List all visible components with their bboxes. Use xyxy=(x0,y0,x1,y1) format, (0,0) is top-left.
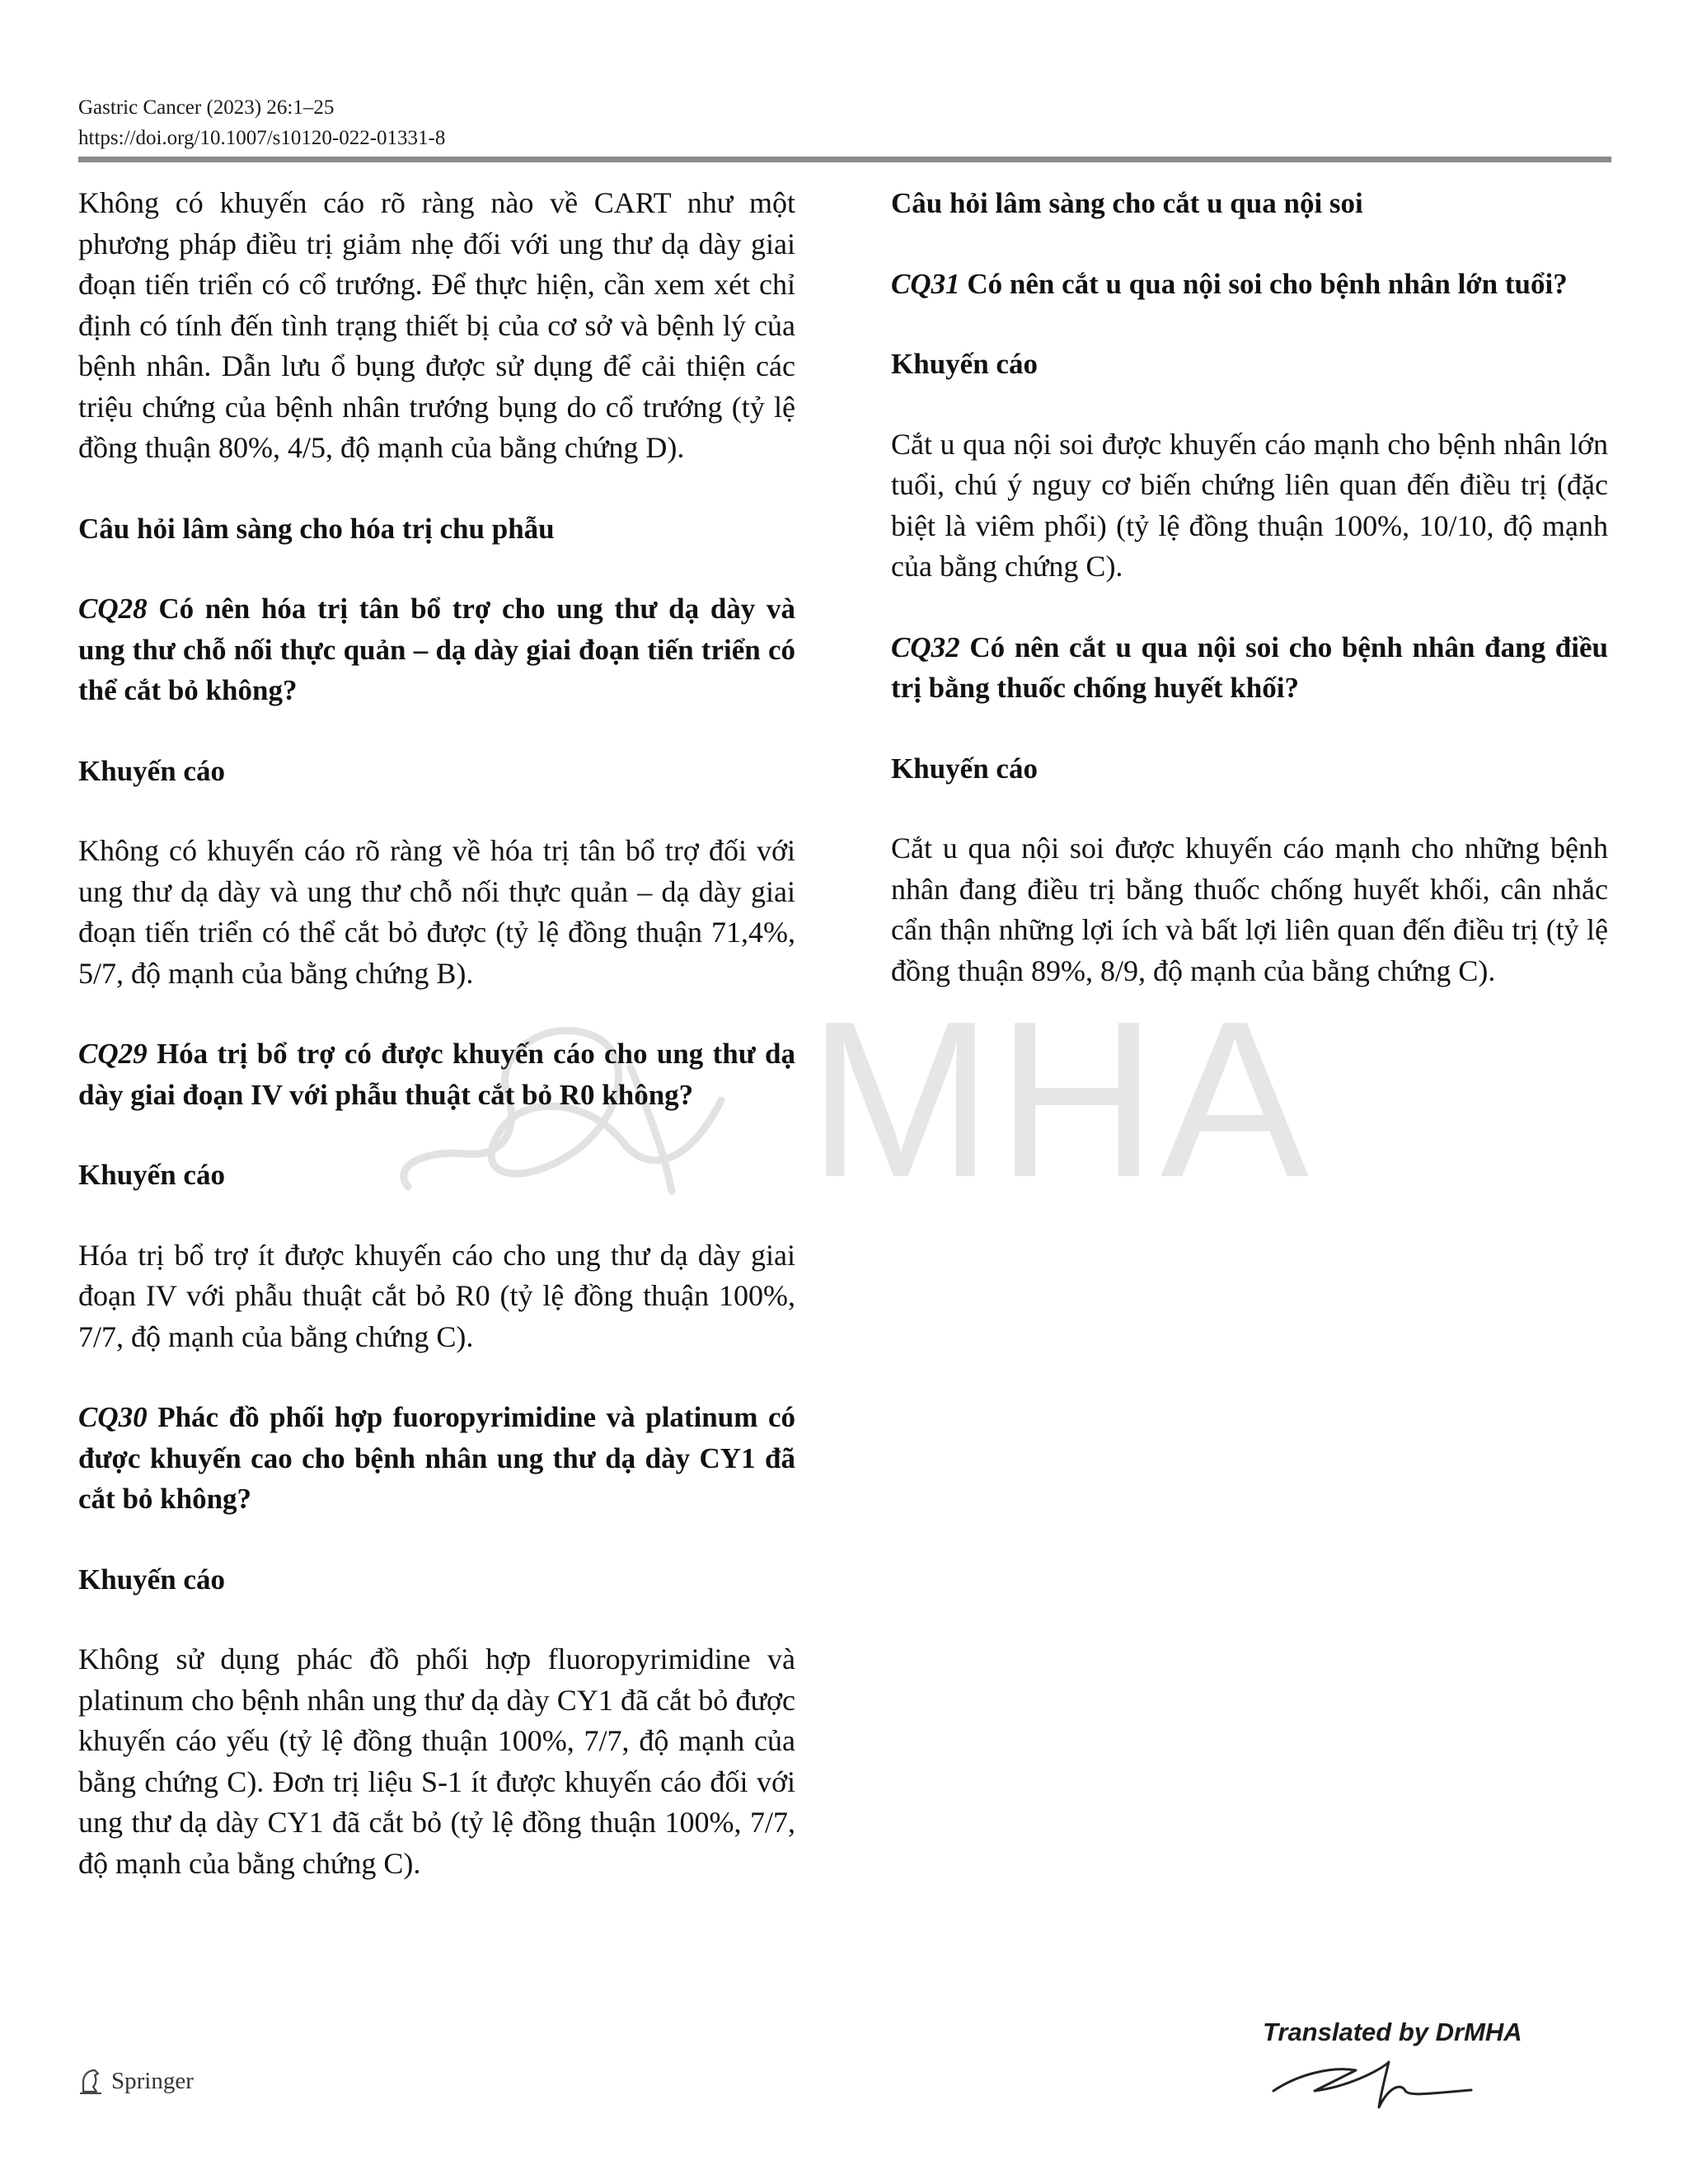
springer-horse-icon xyxy=(78,2067,103,2095)
cq31-recommendation: Cắt u qua nội soi được khuyến cáo mạnh cho bệnh nhân lớn tuổi, chú ý nguy cơ biến chứng liên quan đến điều trị (đặc biệt là viêm phổi) (tỷ lệ đồng thuận 100%, 10/10, độ mạnh của bằng chứng C). xyxy=(891,427,1608,583)
cq32-question-text: Có nên cắt u qua nội soi cho bệnh nhân đang điều trị bằng thuốc chống huyết khối? xyxy=(891,630,1608,704)
cq28-label: CQ28 xyxy=(78,593,148,625)
cq28-recommendation: Không có khuyến cáo rõ ràng về hóa trị tân bổ trợ đối với ung thư dạ dày và ung thư chỗ nối thực quản – dạ dày giai đoạn tiến triển có thể cắt bỏ được (tỷ lệ đồng thuận 71,4%, 5/7, độ mạnh của bằng chứng B). xyxy=(78,834,795,990)
right-column xyxy=(891,183,1608,1031)
doi-link[interactable]: https://doi.org/10.1007/s10120-022-01331-8 xyxy=(78,127,446,149)
left-column xyxy=(78,183,795,1924)
cq31-label: CQ31 xyxy=(891,267,960,300)
cq32-recommendation-heading: Khuyến cáo xyxy=(891,752,1038,785)
cq32-recommendation: Cắt u qua nội soi được khuyến cáo mạnh cho những bệnh nhân đang điều trị bằng thuốc chống huyết khối, cân nhắc cẩn thận những lợi ích và bất lợi liên quan đến điều trị (tỷ lệ đồng thuận 89%, 8/9, độ mạnh của bằng chứng C). xyxy=(891,832,1608,987)
watermark-text: MHA xyxy=(808,976,1312,1224)
cq29-question-text: Hóa trị bổ trợ có được khuyến cáo cho ung thư dạ dày giai đoạn IV với phẫu thuật cắt bỏ R0 không? xyxy=(78,1038,795,1111)
cq28-question xyxy=(78,588,795,711)
header-divider xyxy=(78,157,1611,162)
journal-citation: Gastric Cancer (2023) 26:1–25 xyxy=(78,96,335,119)
cq29-question xyxy=(78,1033,795,1115)
cq32-label: CQ32 xyxy=(891,630,960,663)
cq31-question-text: Có nên cắt u qua nội soi cho bệnh nhân lớn tuổi? xyxy=(959,267,1568,300)
translator-signature xyxy=(1265,2054,1479,2111)
cq32-question xyxy=(891,627,1608,709)
cq30-question xyxy=(78,1397,795,1520)
cq30-recommendation-heading: Khuyến cáo xyxy=(78,1563,225,1596)
cq30-recommendation: Không sử dụng phác đồ phối hợp fluoropyrimidine và platinum cho bệnh nhân ung thư dạ dày CY1 đã cắt bỏ được khuyến cáo yếu (tỷ lệ đồng thuận 100%, 7/7, độ mạnh của bằng chứng C). Đơn trị liệu S-1 ít được khuyến cáo đối với ung thư dạ dày CY1 đã cắt bỏ (tỷ lệ đồng thuận 100%, 7/7, độ mạnh của bằng chứng C). xyxy=(78,1643,795,1880)
section-heading-perioperative-chemo: Câu hỏi lâm sàng cho hóa trị chu phẫu xyxy=(78,512,555,545)
cq31-question xyxy=(891,264,1608,305)
publisher-name: Springer xyxy=(111,2067,194,2094)
cq30-question-text: Phác đồ phối hợp fuoropyrimidine và platinum có được khuyến cao cho bệnh nhân ung thư dạ dày CY1 đã cắt bỏ không? xyxy=(78,1401,795,1515)
cq28-recommendation-heading: Khuyến cáo xyxy=(78,754,225,787)
publisher-footer xyxy=(78,2067,194,2095)
translated-by-credit: Translated by DrMHA xyxy=(1263,2018,1522,2046)
cq29-label: CQ29 xyxy=(78,1038,148,1070)
page-header xyxy=(78,92,445,153)
cq29-recommendation: Hóa trị bổ trợ ít được khuyến cáo cho ung thư dạ dày giai đoạn IV với phẫu thuật cắt bỏ R0 (tỷ lệ đồng thuận 100%, 7/7, độ mạnh của bằng chứng C). xyxy=(78,1238,795,1353)
cq30-label: CQ30 xyxy=(78,1401,148,1433)
cq31-recommendation-heading: Khuyến cáo xyxy=(891,348,1038,380)
cq28-question-text: Có nên hóa trị tân bổ trợ cho ung thư dạ dày và ung thư chỗ nối thực quản – dạ dày giai đoạn tiến triển có thể cắt bỏ không? xyxy=(78,593,795,706)
section-heading-endoscopic-resection: Câu hỏi lâm sàng cho cắt u qua nội soi xyxy=(891,187,1363,219)
intro-paragraph: Không có khuyến cáo rõ ràng nào về CART như một phương pháp điều trị giảm nhẹ đối với ung thư dạ dày giai đoạn tiến triển có cổ trướng. Để thực hiện, cần xem xét chỉ định có tính đến tình trạng thiết bị của cơ sở và bệnh lý của bệnh nhân. Dẫn lưu ổ bụng được sử dụng để cải thiện các triệu chứng của bệnh nhân trướng bụng do cổ trướng (tỷ lệ đồng thuận 80%, 4/5, độ mạnh của bằng chứng D). xyxy=(78,186,795,464)
cq29-recommendation-heading: Khuyến cáo xyxy=(78,1159,225,1191)
